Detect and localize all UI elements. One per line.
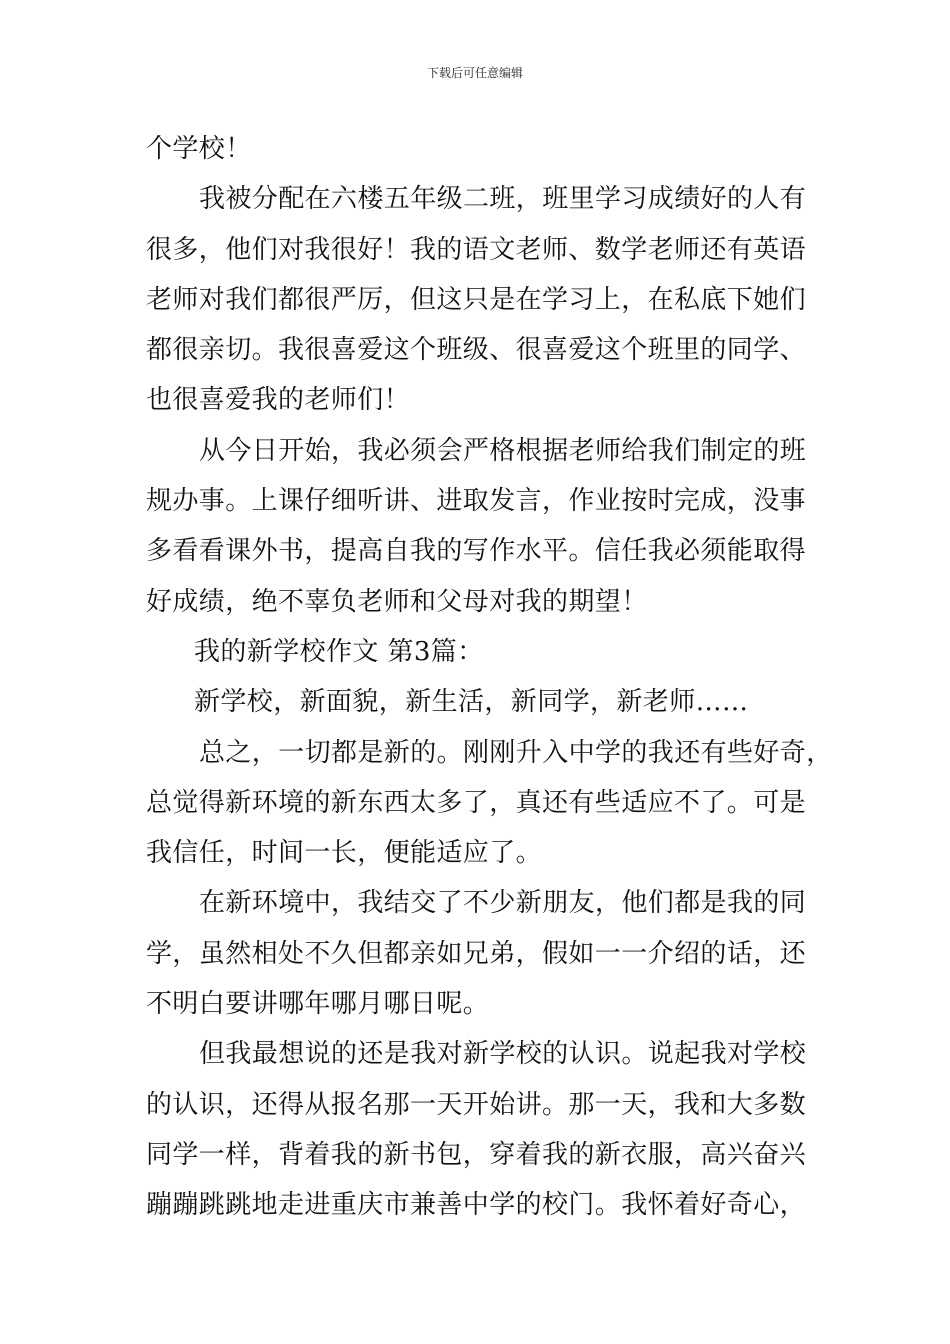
paragraph: [146, 728, 836, 879]
text-line: 新学校，新面貌，新生活，新同学，新老师……: [194, 687, 749, 718]
text-line: 很多，他们对我很好！我的语文老师、数学老师还有英语: [146, 234, 807, 265]
text-line: 多看看课外书，提高自我的写作水平。信任我必须能取得: [146, 536, 807, 567]
section-heading: [146, 627, 836, 677]
text-line: 我被分配在六楼五年级二班，班里学习成绩好的人有: [199, 184, 807, 215]
text-line: 都很亲切。我很喜爱这个班级、很喜爱这个班里的同学、: [146, 335, 807, 366]
text-line: 我信任，时间一长，便能适应了。: [146, 838, 543, 869]
text-line: 老师对我们都很严厉，但这只是在学习上，在私底下她们: [146, 284, 807, 315]
paragraph: [146, 426, 836, 627]
paragraph: [146, 124, 836, 174]
paragraph: [146, 677, 836, 727]
text-line: 规办事。上课仔细听讲、进取发言，作业按时完成，没事: [146, 486, 807, 517]
text-line: 也很喜爱我的老师们！: [146, 385, 411, 416]
text-line: 总觉得新环境的新东西太多了，真还有些适应不了。可是: [146, 787, 807, 818]
text-line: 在新环境中，我结交了不少新朋友，他们都是我的同: [199, 888, 807, 919]
document-body: [146, 124, 836, 1231]
text-line: 不明白要讲哪年哪月哪日呢。: [146, 989, 490, 1020]
text-line: 同学一样，背着我的新书包，穿着我的新衣服，高兴奋兴: [146, 1139, 807, 1170]
text-line: 总之，一切都是新的。刚刚升入中学的我还有些好奇，: [199, 737, 833, 768]
text-line: 学，虽然相处不久但都亲如兄弟，假如一一介绍的话，还: [146, 938, 807, 969]
paragraph: [146, 878, 836, 1029]
paragraph: [146, 174, 836, 425]
page-header: 下载后可任意编辑: [426, 66, 523, 80]
text-line: 蹦蹦跳跳地走进重庆市兼善中学的校门。我怀着好奇心，: [146, 1190, 807, 1221]
text-line: 好成绩，绝不辜负老师和父母对我的期望！: [146, 586, 648, 617]
paragraph: [146, 1029, 836, 1230]
text-line: 但我最想说的还是我对新学校的认识。说起我对学校: [199, 1039, 807, 1070]
text-line: 个学校！: [146, 134, 252, 164]
text-line: 我的新学校作文 第3篇：: [194, 636, 484, 667]
text-line: 的认识，还得从报名那一天开始讲。那一天，我和大多数: [146, 1089, 807, 1120]
text-line: 从今日开始，我必须会严格根据老师给我们制定的班: [199, 435, 807, 466]
